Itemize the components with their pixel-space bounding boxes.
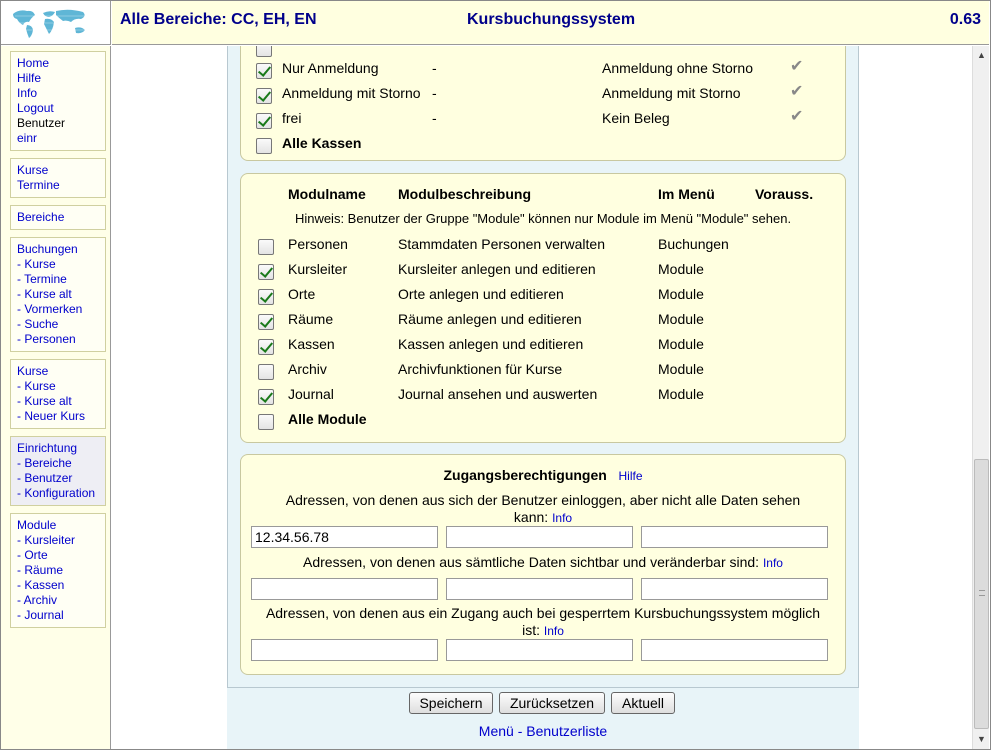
alle-module-checkbox[interactable] [258, 414, 274, 430]
menu-link[interactable]: Menü [478, 723, 514, 739]
kassen-type: Kein Beleg [602, 110, 670, 126]
module-name: Räume [288, 311, 334, 327]
module-checkbox-orte[interactable] [258, 289, 274, 305]
module-name: Orte [288, 286, 316, 302]
kassen-type: Anmeldung mit Storno [602, 85, 741, 101]
app-title: Kursbuchungssystem [467, 11, 636, 28]
action-bar [227, 687, 859, 749]
kassen-checkbox-hidden[interactable] [256, 46, 272, 57]
kassen-checkbox-nur-anmeldung[interactable] [256, 63, 272, 79]
module-checkbox-raeume[interactable] [258, 314, 274, 330]
access-line3b: ist: [522, 622, 540, 638]
nav-box-general [10, 51, 106, 151]
module-menu: Module [658, 311, 704, 327]
access-help-link[interactable]: Hilfe [618, 469, 643, 483]
logo [1, 1, 111, 45]
module-hint: Hinweis: Benutzer der Gruppe "Module" können nur Module im Menü "Module" sehen. [294, 211, 792, 226]
nav-kurse-section[interactable]: Kurse [17, 364, 49, 378]
nav-user-label: Benutzer [17, 116, 66, 130]
checkmark-icon: ✔ [790, 58, 804, 75]
kassen-name: Nur Anmeldung [282, 60, 379, 76]
module-checkbox-kassen[interactable] [258, 339, 274, 355]
nav-kurse-alt[interactable]: - Kurse alt [17, 394, 72, 408]
nav-module[interactable]: Module [17, 518, 57, 532]
module-name: Journal [288, 386, 334, 402]
nav-termine[interactable]: Termine [17, 178, 60, 192]
access-line1b: kann: [513, 509, 549, 525]
nav-module-orte[interactable]: - Orte [17, 548, 48, 562]
alle-module-label: Alle Module [288, 411, 367, 427]
module-desc: Räume anlegen und editieren [398, 311, 582, 327]
module-desc: Journal ansehen und auswerten [398, 386, 598, 402]
nav-einrichtung-konfiguration[interactable]: - Konfiguration [17, 486, 96, 500]
nav-einrichtung[interactable]: Einrichtung [17, 441, 78, 455]
module-header-name: Modulname [288, 186, 366, 202]
nav-buchungen-termine[interactable]: - Termine [17, 272, 67, 286]
module-menu: Buchungen [658, 236, 729, 252]
nav-box-courses [10, 359, 106, 429]
nav-buchungen-vormerken[interactable]: - Vormerken [17, 302, 83, 316]
footer-separator: - [517, 723, 523, 739]
alle-kassen-checkbox[interactable] [256, 138, 272, 154]
module-checkbox-journal[interactable] [258, 389, 274, 405]
module-menu: Module [658, 361, 704, 377]
nav-module-archiv[interactable]: - Archiv [17, 593, 58, 607]
kassen-panel [240, 46, 846, 161]
module-header-req: Vorauss. [755, 186, 814, 202]
kassen-desc: - [432, 60, 437, 76]
footer-links [227, 723, 859, 739]
module-desc: Stammdaten Personen verwalten [398, 236, 605, 252]
kassen-desc: - [432, 110, 437, 126]
kassen-desc: - [432, 85, 437, 101]
refresh-button[interactable]: Aktuell [611, 692, 675, 714]
module-checkbox-archiv[interactable] [258, 364, 274, 380]
access-line3: Adressen, von denen aus ein Zugang auch bei gesperrtem Kursbuchungssystem möglich [265, 605, 821, 621]
header-bar [112, 1, 989, 45]
userlist-link[interactable]: Benutzerliste [526, 723, 608, 739]
module-desc: Archivfunktionen für Kurse [398, 361, 563, 377]
module-desc: Kassen anlegen und editieren [398, 336, 584, 352]
nav-box-bookings [10, 237, 106, 352]
nav-logout[interactable]: Logout [17, 101, 54, 115]
nav-box-setup [10, 436, 106, 506]
nav-module-kassen[interactable]: - Kassen [17, 578, 65, 592]
reset-button[interactable]: Zurücksetzen [499, 692, 605, 714]
access-line1: Adressen, von denen aus sich der Benutzer einloggen, aber nicht alle Daten sehen [285, 492, 801, 508]
checkmark-icon: ✔ [790, 83, 804, 100]
access-line3b-row [241, 622, 845, 638]
area-title: Alle Bereiche: CC, EH, EN [120, 11, 317, 28]
full-access-field-2[interactable] [446, 578, 633, 600]
access-info-link-1[interactable]: Info [552, 511, 573, 525]
kassen-type: Anmeldung ohne Storno [602, 60, 753, 76]
sidebar [1, 46, 111, 749]
save-button[interactable]: Speichern [409, 692, 493, 714]
module-desc: Kursleiter anlegen und editieren [398, 261, 596, 277]
module-checkbox-personen[interactable] [258, 239, 274, 255]
nav-bereiche[interactable]: Bereiche [17, 210, 65, 224]
module-checkbox-kursleiter[interactable] [258, 264, 274, 280]
module-menu: Module [658, 386, 704, 402]
scroll-down-icon[interactable]: ▼ [977, 734, 986, 744]
module-menu: Module [658, 286, 704, 302]
world-map-icon [9, 6, 91, 40]
nav-box-modules [10, 513, 106, 628]
nav-neuer-kurs[interactable]: - Neuer Kurs [17, 409, 86, 423]
module-name: Kursleiter [288, 261, 348, 277]
module-name: Archiv [288, 361, 327, 377]
kassen-name: Anmeldung mit Storno [282, 85, 421, 101]
module-panel [240, 173, 846, 443]
access-info-link-3[interactable]: Info [543, 624, 564, 638]
vertical-scrollbar[interactable] [972, 46, 989, 749]
nav-buchungen-kurse-alt[interactable]: - Kurse alt [17, 287, 72, 301]
module-header-desc: Modulbeschreibung [398, 186, 531, 202]
nav-kurse[interactable]: Kurse [17, 163, 49, 177]
module-menu: Module [658, 261, 704, 277]
nav-einrichtung-benutzer[interactable]: - Benutzer [17, 471, 73, 485]
nav-buchungen-suche[interactable]: - Suche [17, 317, 59, 331]
module-desc: Orte anlegen und editieren [398, 286, 564, 302]
login-address-field-2[interactable] [446, 526, 633, 548]
nav-buchungen-personen[interactable]: - Personen [17, 332, 76, 346]
scrollbar-thumb[interactable] [974, 459, 989, 729]
module-name: Kassen [288, 336, 335, 352]
nav-info[interactable]: Info [17, 86, 38, 100]
nav-home[interactable]: Home [17, 56, 50, 70]
nav-help[interactable]: Hilfe [17, 71, 42, 85]
nav-module-kursleiter[interactable]: - Kursleiter [17, 533, 76, 547]
kassen-checkbox-anmeldung-storno[interactable] [256, 88, 272, 104]
module-header-menu: Im Menü [658, 186, 715, 202]
scroll-up-icon[interactable]: ▲ [977, 50, 986, 60]
login-address-field-3[interactable] [641, 526, 828, 548]
access-line2: Adressen, von denen aus sämtliche Daten sichtbar und veränderbar sind: [303, 554, 760, 570]
access-line2-row [241, 554, 845, 570]
nav-buchungen-kurse[interactable]: - Kurse [17, 257, 56, 271]
nav-box-areas [10, 205, 106, 230]
module-name: Personen [288, 236, 348, 252]
checkmark-icon: ✔ [790, 108, 804, 125]
login-address-field-1[interactable] [251, 526, 438, 548]
kassen-checkbox-frei[interactable] [256, 113, 272, 129]
nav-user-einr[interactable]: einr [17, 131, 38, 145]
alle-kassen-label: Alle Kassen [282, 135, 362, 151]
nav-module-journal[interactable]: - Journal [17, 608, 64, 622]
access-title: Zugangsberechtigungen [443, 467, 607, 483]
nav-buchungen[interactable]: Buchungen [17, 242, 78, 256]
module-menu: Module [658, 336, 704, 352]
full-access-field-3[interactable] [641, 578, 828, 600]
nav-kurse-kurse[interactable]: - Kurse [17, 379, 56, 393]
nav-box-courses-public [10, 158, 106, 198]
locked-access-field-2[interactable] [446, 639, 633, 661]
nav-einrichtung-bereiche[interactable]: - Bereiche [17, 456, 72, 470]
access-info-link-2[interactable]: Info [762, 556, 783, 570]
main-content [112, 46, 972, 749]
locked-access-field-3[interactable] [641, 639, 828, 661]
nav-module-raeume[interactable]: - Räume [17, 563, 64, 577]
grip-icon [979, 590, 985, 596]
full-access-field-1[interactable] [251, 578, 438, 600]
locked-access-field-1[interactable] [251, 639, 438, 661]
access-panel [240, 454, 846, 675]
kassen-name: frei [282, 110, 302, 126]
access-title-row [241, 467, 845, 483]
version-label: 0.63 [949, 11, 981, 28]
access-line1b-row [241, 509, 845, 525]
